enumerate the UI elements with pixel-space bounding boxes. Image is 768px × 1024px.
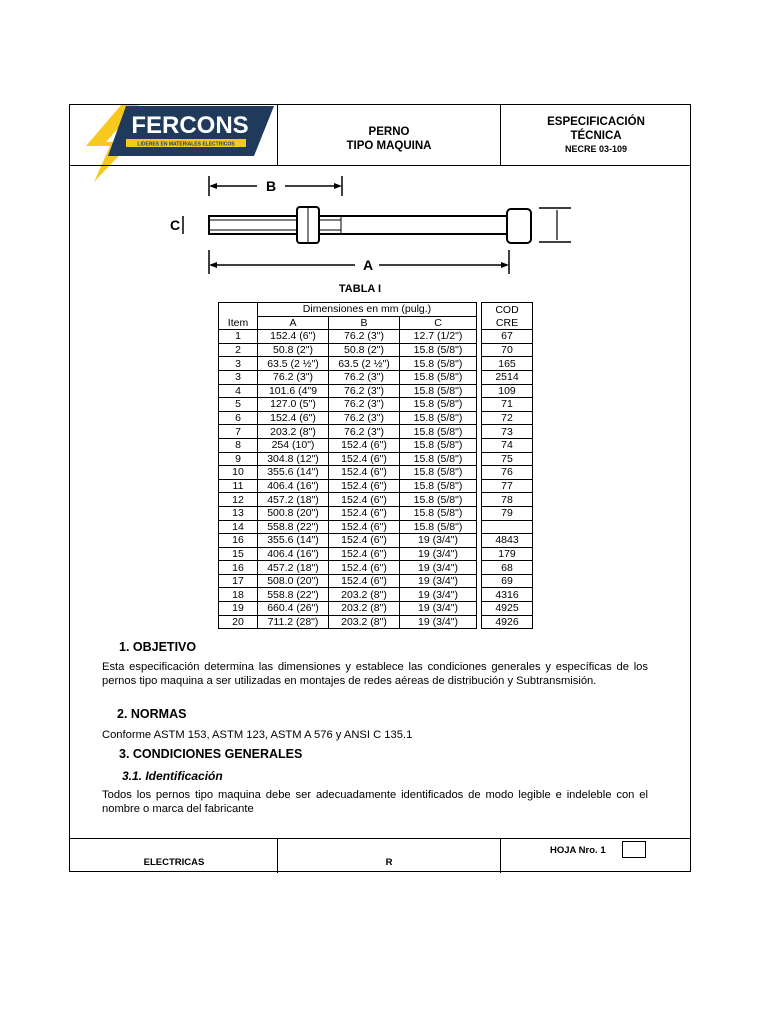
table-cell: 15.8 (5/8") (400, 452, 477, 466)
table-cell: 15.8 (5/8") (400, 506, 477, 520)
title-line-2: TIPO MAQUINA (346, 140, 432, 152)
header-cre: CRE (482, 316, 533, 330)
table-row (219, 506, 533, 520)
table-cell: 73 (482, 425, 533, 439)
table-cell: 76.2 (3") (329, 398, 400, 412)
table-cell: 69 (482, 574, 533, 588)
table-cell: 152.4 (6") (329, 561, 400, 575)
table-row (219, 520, 533, 534)
table-cell: 14 (219, 520, 258, 534)
table-cell: 16 (219, 534, 258, 548)
spec-line-1: ESPECIFICACIÓN (547, 116, 645, 128)
table-subheader-row (219, 316, 533, 330)
table-row (219, 330, 533, 344)
logo-tagline: LIDERES EN MATERIALES ELECTRICOS (137, 141, 235, 148)
label-c: C (169, 217, 181, 233)
table-cell: 457.2 (18") (258, 561, 329, 575)
table-cell: 75 (482, 452, 533, 466)
table-cell: 406.4 (16") (258, 547, 329, 561)
table-cell: 152.4 (6") (329, 466, 400, 480)
table-cell: 19 (3/4") (400, 574, 477, 588)
table-cell: 63.5 (2 ½") (329, 357, 400, 371)
table-cell: 15.8 (5/8") (400, 357, 477, 371)
table-cell: 558.8 (22") (258, 588, 329, 602)
table-cell: 3 (219, 370, 258, 384)
footer-middle: R (385, 857, 393, 868)
table-row (219, 343, 533, 357)
sheet-box (622, 841, 646, 858)
table-cell: 76 (482, 466, 533, 480)
table-cell: 50.8 (2") (258, 343, 329, 357)
table-row (219, 452, 533, 466)
header-cod: COD (482, 303, 533, 317)
table-row (219, 411, 533, 425)
sheet-number: HOJA Nro. 1 (550, 845, 606, 856)
header-c: C (400, 316, 477, 330)
section-3-1-text: Todos los pernos tipo maquina debe ser adecuadamente identificados de modo legible e indeleble con el nombre o marca del fabricante (102, 789, 648, 815)
table-cell: 203.2 (8") (329, 588, 400, 602)
table-row (219, 384, 533, 398)
table-cell: 508.0 (20") (258, 574, 329, 588)
table-cell: 74 (482, 438, 533, 452)
table-cell: 15.8 (5/8") (400, 370, 477, 384)
section-3-heading: 3. CONDICIONES GENERALES (119, 747, 303, 761)
table-cell: 76.2 (3") (329, 411, 400, 425)
table-cell: 2 (219, 343, 258, 357)
header-b: B (329, 316, 400, 330)
table-cell: 76.2 (3") (329, 330, 400, 344)
table-cell: 15.8 (5/8") (400, 384, 477, 398)
footer-left: ELECTRICAS (143, 857, 205, 868)
table-cell: 109 (482, 384, 533, 398)
section-2-heading: 2. NORMAS (117, 707, 187, 721)
table-cell: 15.8 (5/8") (400, 520, 477, 534)
table-cell: 11 (219, 479, 258, 493)
table-cell: 19 (3/4") (400, 547, 477, 561)
table-cell: 304.8 (12") (258, 452, 329, 466)
table-cell: 152.4 (6") (258, 330, 329, 344)
table-cell: 355.6 (14") (258, 534, 329, 548)
table-cell: 4925 (482, 602, 533, 616)
spec-block (502, 115, 690, 154)
table-cell: 711.2 (28") (258, 615, 329, 629)
table-cell: 152.4 (6") (329, 506, 400, 520)
bolt-drawing (165, 170, 585, 280)
table-cell: 50.8 (2") (329, 343, 400, 357)
table-cell: 203.2 (8") (258, 425, 329, 439)
header-dims: Dimensiones en mm (pulg.) (258, 303, 477, 317)
table-cell: 16 (219, 561, 258, 575)
table-cell: 19 (3/4") (400, 588, 477, 602)
table-row (219, 574, 533, 588)
table-cell: 203.2 (8") (329, 602, 400, 616)
table-cell: 72 (482, 411, 533, 425)
table-cell: 254 (10") (258, 438, 329, 452)
section-3-1-heading: 3.1. Identificación (122, 769, 223, 783)
table-cell: 15.8 (5/8") (400, 466, 477, 480)
table-cell: 76.2 (3") (329, 370, 400, 384)
table-cell: 203.2 (8") (329, 615, 400, 629)
table-cell: 70 (482, 343, 533, 357)
table-row (219, 425, 533, 439)
table-cell: 18 (219, 588, 258, 602)
table-cell: 4316 (482, 588, 533, 602)
table-cell: 152.4 (6") (329, 520, 400, 534)
table-cell: 19 (3/4") (400, 534, 477, 548)
table-cell: 7 (219, 425, 258, 439)
table-cell: 152.4 (6") (258, 411, 329, 425)
table-cell: 13 (219, 506, 258, 520)
table-cell: 406.4 (16") (258, 479, 329, 493)
dimensions-table (218, 302, 533, 629)
table-cell: 500.8 (20") (258, 506, 329, 520)
table-row (219, 547, 533, 561)
section-1-heading: 1. OBJETIVO (119, 640, 197, 654)
table-cell: 9 (219, 452, 258, 466)
table-cell: 68 (482, 561, 533, 575)
table-cell: 5 (219, 398, 258, 412)
table-cell: 15.8 (5/8") (400, 343, 477, 357)
table-cell: 19 (3/4") (400, 602, 477, 616)
table-row (219, 588, 533, 602)
table-cell: 6 (219, 411, 258, 425)
table-cell: 76.2 (3") (258, 370, 329, 384)
table-cell: 101.6 (4"9 (258, 384, 329, 398)
table-row (219, 438, 533, 452)
table-cell: 4926 (482, 615, 533, 629)
table-cell: 15.8 (5/8") (400, 438, 477, 452)
table-row (219, 561, 533, 575)
table-cell: 3 (219, 357, 258, 371)
table-cell: 76.2 (3") (329, 384, 400, 398)
table-cell: 152.4 (6") (329, 452, 400, 466)
table-row (219, 534, 533, 548)
section-1-text: Esta especificación determina las dimensiones y establece las condiciones generales y específicas de los pernos tipo maquina a ser utilizadas en montajes de redes aéreas de distribución y Subtransmisión. (102, 661, 648, 687)
table-cell: 67 (482, 330, 533, 344)
document-title (278, 125, 500, 153)
table-cell: 127.0 (5") (258, 398, 329, 412)
table-cell: 17 (219, 574, 258, 588)
table-row (219, 615, 533, 629)
table-cell: 77 (482, 479, 533, 493)
logo-text: FERCONS (131, 112, 249, 139)
table-cell: 79 (482, 506, 533, 520)
label-b: B (265, 178, 277, 194)
table-row (219, 493, 533, 507)
table-cell: 12 (219, 493, 258, 507)
table-cell: 152.4 (6") (329, 493, 400, 507)
label-a: A (362, 257, 374, 273)
table-cell: 15.8 (5/8") (400, 425, 477, 439)
table-cell: 165 (482, 357, 533, 371)
table-cell: 76.2 (3") (329, 425, 400, 439)
table-cell: 63.5 (2 ½") (258, 357, 329, 371)
table-cell: 152.4 (6") (329, 574, 400, 588)
table-cell: 10 (219, 466, 258, 480)
table-row (219, 602, 533, 616)
table-cell: 8 (219, 438, 258, 452)
table-cell: 19 (219, 602, 258, 616)
table-cell: 15.8 (5/8") (400, 479, 477, 493)
table-cell (482, 520, 533, 534)
table-cell: 152.4 (6") (329, 438, 400, 452)
header-a: A (258, 316, 329, 330)
table-cell: 1 (219, 330, 258, 344)
table-row (219, 479, 533, 493)
table-cell: 355.6 (14") (258, 466, 329, 480)
table-cell: 152.4 (6") (329, 534, 400, 548)
table-cell: 2514 (482, 370, 533, 384)
section-2-text: Conforme ASTM 153, ASTM 123, ASTM A 576 y ANSI C 135.1 (102, 729, 413, 741)
table-row (219, 466, 533, 480)
table-cell: 558.8 (22") (258, 520, 329, 534)
table-cell: 4843 (482, 534, 533, 548)
table-cell: 179 (482, 547, 533, 561)
title-line-1: PERNO (368, 126, 410, 138)
table-cell: 15.8 (5/8") (400, 493, 477, 507)
table-cell: 19 (3/4") (400, 561, 477, 575)
table-cell: 457.2 (18") (258, 493, 329, 507)
table-cell: 152.4 (6") (329, 479, 400, 493)
table-cell: 152.4 (6") (329, 547, 400, 561)
table-cell: 71 (482, 398, 533, 412)
table-title: TABLA I (338, 283, 382, 295)
table-row (219, 357, 533, 371)
table-cell: 15 (219, 547, 258, 561)
spec-line-2: TÉCNICA (570, 130, 622, 142)
table-cell: 19 (3/4") (400, 615, 477, 629)
spec-code: NECRE 03-109 (564, 144, 628, 154)
table-cell: 660.4 (26") (258, 602, 329, 616)
table-cell: 20 (219, 615, 258, 629)
table-row (219, 370, 533, 384)
table-row (219, 398, 533, 412)
table-cell: 15.8 (5/8") (400, 411, 477, 425)
table-cell: 15.8 (5/8") (400, 398, 477, 412)
table-header-row (219, 303, 533, 317)
header-item: Item (219, 316, 258, 330)
table-cell: 78 (482, 493, 533, 507)
table-cell: 12.7 (1/2") (400, 330, 477, 344)
table-cell: 4 (219, 384, 258, 398)
